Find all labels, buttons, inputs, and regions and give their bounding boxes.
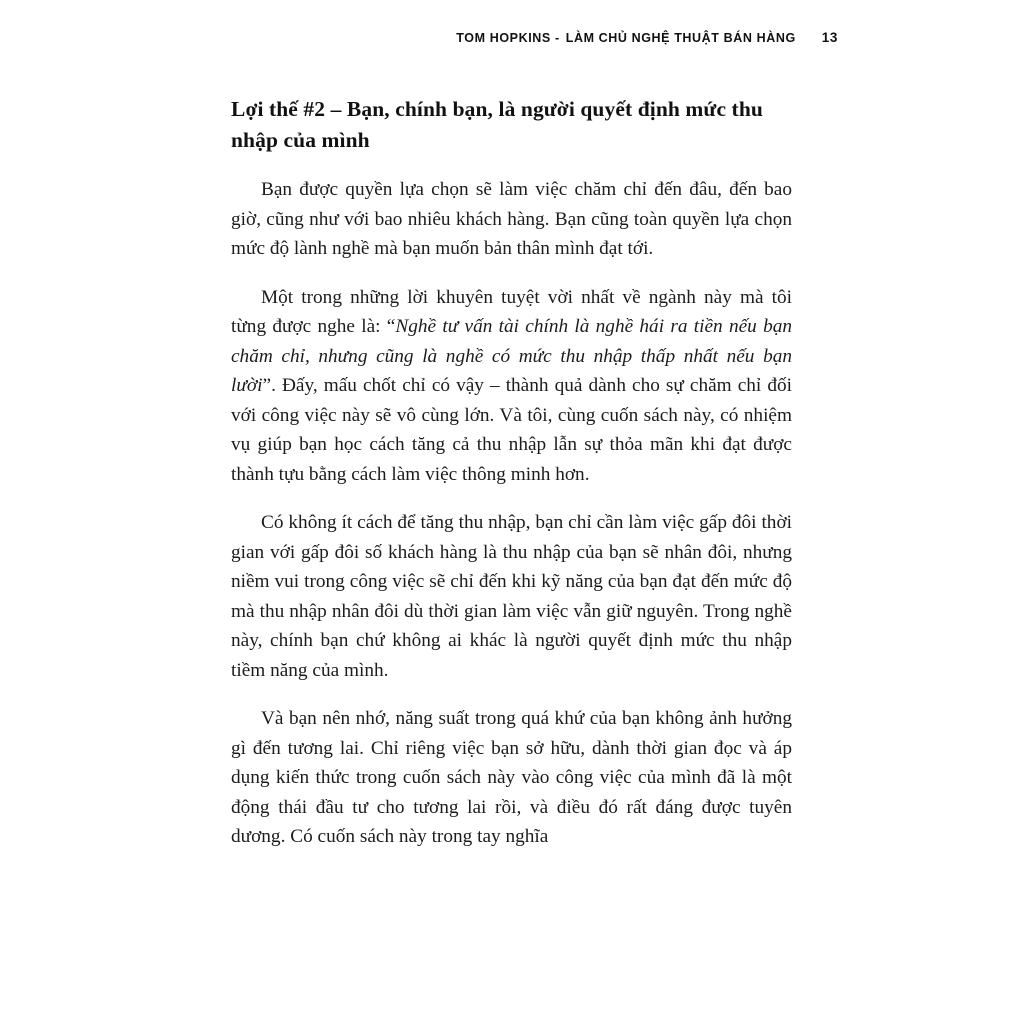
running-header xyxy=(0,30,1024,45)
header-author: TOM HOPKINS - xyxy=(456,31,560,45)
quote-lead-in: Một trong những lời khuyên tuyệt vời nhất về ngành này mà tôi từng được nghe là: “ xyxy=(231,286,792,338)
paragraph-quote xyxy=(231,283,792,490)
page-body xyxy=(231,94,792,852)
paragraph-2: Có không ít cách để tăng thu nhập, bạn chỉ cần làm việc gấp đôi thời gian với gấp đôi số khách hàng là thu nhập của bạn sẽ nhân đôi, nhưng niềm vui trong công việc sẽ chỉ đến khi kỹ năng của bạn đạt đến mức độ mà thu nhập nhân đôi dù thời gian làm việc vẫn giữ nguyên. Trong nghề này, chính bạn chứ không ai khác là người quyết định mức thu nhập tiềm năng của mình. xyxy=(231,512,792,681)
page-number: 13 xyxy=(821,30,838,45)
quoted-text: Nghề tư vấn tài chính là nghề hái ra tiền nếu bạn chăm chỉ, nhưng cũng là nghề có mức thu nhập thấp nhất nếu bạn lười xyxy=(231,316,792,397)
quote-follow-up: ”. Đấy, mấu chốt chỉ có vậy – thành quả dành cho sự chăm chỉ đối với công việc này sẽ vô cùng lớn. Và tôi, cùng cuốn sách này, có nhiệm vụ giúp bạn học cách tăng cả thu nhập lẫn sự thỏa mãn khi đạt được thành tựu bằng cách làm việc thông minh hơn. xyxy=(231,375,792,485)
paragraph-3: Và bạn nên nhớ, năng suất trong quá khứ của bạn không ảnh hưởng gì đến tương lai. Chỉ riêng việc bạn sở hữu, dành thời gian đọc và áp dụng kiến thức trong cuốn sách này vào công việc của mình đã là một động thái đầu tư cho tương lai rồi, và điều đó rất đáng được tuyên dương. Có cuốn sách này trong tay nghĩa xyxy=(231,708,792,848)
section-title: Lợi thế #2 – Bạn, chính bạn, là người quyết định mức thu nhập của mình xyxy=(231,97,763,152)
paragraph-1: Bạn được quyền lựa chọn sẽ làm việc chăm chỉ đến đâu, đến bao giờ, cũng như với bao nhiêu khách hàng. Bạn cũng toàn quyền lựa chọn mức độ lành nghề mà bạn muốn bản thân mình đạt tới. xyxy=(231,179,792,260)
header-book-title: LÀM CHỦ NGHỆ THUẬT BÁN HÀNG xyxy=(565,31,796,45)
